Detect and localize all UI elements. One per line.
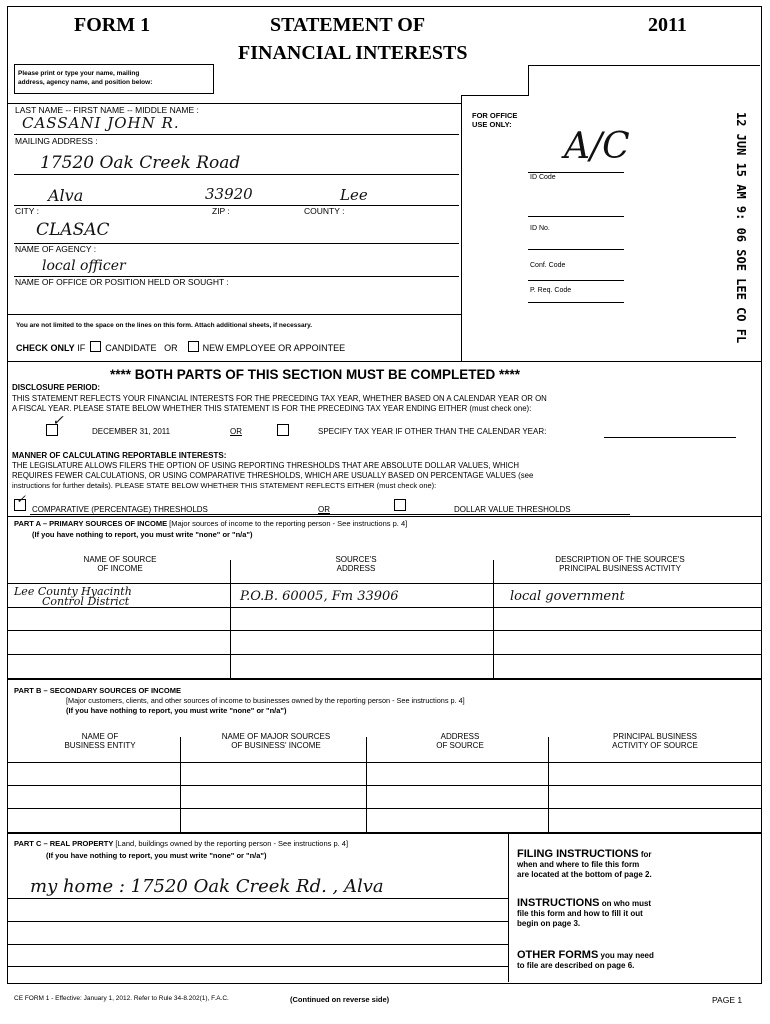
disclosure-period-text2: A FISCAL YEAR. PLEASE STATE BELOW WHETHER THIS STATEMENT IS FOR THE PRECEDING TAX YEAR ENDING EITHER (must check one):	[12, 404, 532, 413]
county-label: COUNTY :	[304, 206, 345, 216]
manner-text2: REQUIRES FEWER CALCULATIONS, OR USING COMPARATIVE THRESHOLDS, WHICH ARE USUALLY BASED ON PERCENTAGE VALUES (see	[12, 471, 534, 480]
part-a-nothing: (If you have nothing to report, you must write "none" or "n/a")	[32, 530, 253, 539]
manner-text1: THE LEGISLATURE ALLOWS FILERS THE OPTION OF USING REPORTING THRESHOLDS THAT ARE ABSOLUTE DOLLAR VALUES, WHICH	[12, 461, 520, 470]
part-b-col2-header: NAME OF MAJOR SOURCES OF BUSINESS' INCOME	[221, 732, 331, 750]
filing-instructions: FILING INSTRUCTIONS for when and where to file this form are located at the bottom of page 2.	[517, 848, 652, 879]
dec31-checkmark: ✓	[52, 413, 64, 429]
part-c-title-row	[14, 839, 348, 848]
threshold-or-label: OR	[318, 505, 330, 514]
candidate-label: CANDIDATE	[105, 343, 157, 353]
part-a-title-rest: [Major sources of income to the reporting person - See instructions p. 4]	[169, 519, 408, 528]
mailing-value: 17520 Oak Creek Road	[40, 153, 241, 173]
print-note-line1: Please print or type your name, mailing	[18, 70, 140, 77]
part-a-title: PART A – PRIMARY SOURCES OF INCOME	[14, 519, 168, 528]
other-forms-title: OTHER FORMS	[517, 949, 599, 961]
part-b-title: PART B – SECONDARY SOURCES OF INCOME	[14, 686, 181, 695]
part-a-col2-header: SOURCE'S ADDRESS	[335, 555, 377, 573]
office-use-handwritten: A/C	[564, 126, 630, 167]
p-req-code-label: P. Req. Code	[530, 287, 572, 294]
name-value: CASSANI JOHN R.	[22, 114, 180, 132]
office-value: local officer	[42, 258, 126, 274]
dollar-label: DOLLAR VALUE THRESHOLDS	[454, 505, 571, 514]
part-a-row1-address: P.O.B. 60005, Fm 33906	[240, 589, 399, 604]
part-a-title-row	[14, 519, 407, 528]
office-use-label-2: USE ONLY:	[472, 120, 512, 129]
city-value: Alva	[48, 186, 84, 205]
city-label: CITY :	[15, 206, 39, 216]
part-a-row1-activity: local government	[510, 589, 625, 604]
or-label: OR	[164, 343, 178, 353]
form-number: FORM 1	[74, 14, 151, 36]
manner-text3: instructions for further details). PLEASE STATE BELOW WHETHER THIS STATEMENT REFLECTS EITHER (must check one):	[12, 481, 437, 490]
dec31-label: DECEMBER 31, 2011	[92, 427, 171, 436]
agency-label: NAME OF AGENCY :	[15, 244, 97, 254]
received-stamp: 12 JUN 15 AM 9: 06 SOE LEE CO FL	[734, 112, 748, 344]
comparative-checkmark: ✓	[16, 492, 27, 506]
part-a-row1-name-l1: Lee County Hyacinth	[14, 585, 132, 598]
part-a-col1-header: NAME OF SOURCE OF INCOME	[83, 555, 157, 573]
part-c-row1: my home : 17520 Oak Creek Rd. , Alva	[30, 876, 384, 897]
both-parts-banner: **** BOTH PARTS OF THIS SECTION MUST BE COMPLETED ****	[110, 367, 521, 382]
part-b-col1-header: NAME OF BUSINESS ENTITY	[64, 732, 136, 750]
disclosure-period-title: DISCLOSURE PERIOD:	[12, 383, 101, 392]
zip-label: ZIP :	[212, 206, 230, 216]
new-employee-checkbox[interactable]	[188, 341, 199, 352]
office-label: NAME OF OFFICE OR POSITION HELD OR SOUGHT :	[15, 277, 229, 287]
part-b-col4-header: PRINCIPAL BUSINESS ACTIVITY OF SOURCE	[612, 732, 698, 750]
name-label: LAST NAME -- FIRST NAME -- MIDDLE NAME :	[15, 105, 199, 115]
conf-code-label: Conf. Code	[530, 262, 566, 269]
instructions-title: INSTRUCTIONS	[517, 897, 600, 909]
candidate-checkbox[interactable]	[90, 341, 101, 352]
footer-continued: (Continued on reverse side)	[290, 995, 390, 1004]
print-note-line2: address, agency name, and position below:	[18, 79, 153, 86]
zip-value: 33920	[205, 185, 253, 203]
office-use-label-1: FOR OFFICE	[472, 111, 518, 120]
footer-form-ref: CE FORM 1 - Effective: January 1, 2012. Refer to Rule 34-8.202(1), F.A.C.	[14, 995, 229, 1002]
part-b-nothing: (If you have nothing to report, you must write "none" or "n/a")	[66, 706, 287, 715]
who-must-file-instructions: INSTRUCTIONS on who must file this form and how to fill it out begin on page 3.	[517, 897, 652, 928]
form-title-line2: FINANCIAL INTERESTS	[238, 42, 468, 64]
manner-title: MANNER OF CALCULATING REPORTABLE INTERESTS:	[12, 451, 227, 460]
comparative-label: COMPARATIVE (PERCENTAGE) THRESHOLDS	[32, 505, 208, 514]
filing-instructions-title: FILING INSTRUCTIONS	[517, 848, 639, 860]
id-code-label: ID Code	[530, 174, 556, 181]
agency-value: CLASAC	[36, 220, 110, 240]
form-year: 2011	[648, 14, 687, 36]
check-only-label: CHECK ONLY	[16, 343, 75, 353]
id-no-label: ID No.	[530, 225, 550, 232]
part-b-desc: [Major customers, clients, and other sources of income to businesses owned by the reporting person - See instructions p. 4]	[66, 696, 465, 705]
part-c-title: PART C – REAL PROPERTY	[14, 839, 114, 848]
check-only-row	[16, 341, 345, 353]
dollar-checkbox[interactable]	[394, 499, 406, 511]
if-label: IF	[77, 343, 86, 353]
part-c-title-rest: [Land, buildings owned by the reporting person - See instructions p. 4]	[115, 839, 349, 848]
disclosure-period-text1: THIS STATEMENT REFLECTS YOUR FINANCIAL INTERESTS FOR THE PRECEDING TAX YEAR, WHETHER BASED ON A CALENDAR YEAR OR ON	[12, 394, 547, 403]
county-value: Lee	[340, 186, 368, 204]
period-or-label: OR	[230, 427, 242, 436]
specify-label: SPECIFY TAX YEAR IF OTHER THAN THE CALENDAR YEAR:	[318, 427, 547, 436]
part-c-nothing: (If you have nothing to report, you must write "none" or "n/a")	[46, 851, 267, 860]
specify-checkbox[interactable]	[277, 424, 289, 436]
space-note: You are not limited to the space on the lines on this form. Attach additional sheets, if necessary.	[16, 322, 313, 329]
mailing-label: MAILING ADDRESS :	[15, 136, 98, 146]
form-title-line1: STATEMENT OF	[270, 14, 426, 36]
new-employee-label: NEW EMPLOYEE OR APPOINTEE	[202, 343, 346, 353]
part-a-col3-header: DESCRIPTION OF THE SOURCE'S PRINCIPAL BUSINESS ACTIVITY	[555, 555, 685, 573]
other-forms-instructions: OTHER FORMS you may need to file are described on page 6.	[517, 949, 654, 970]
part-b-col3-header: ADDRESS OF SOURCE	[436, 732, 484, 750]
part-a-row1-name-l2: Control District	[42, 595, 130, 608]
footer-page: PAGE 1	[712, 995, 743, 1005]
